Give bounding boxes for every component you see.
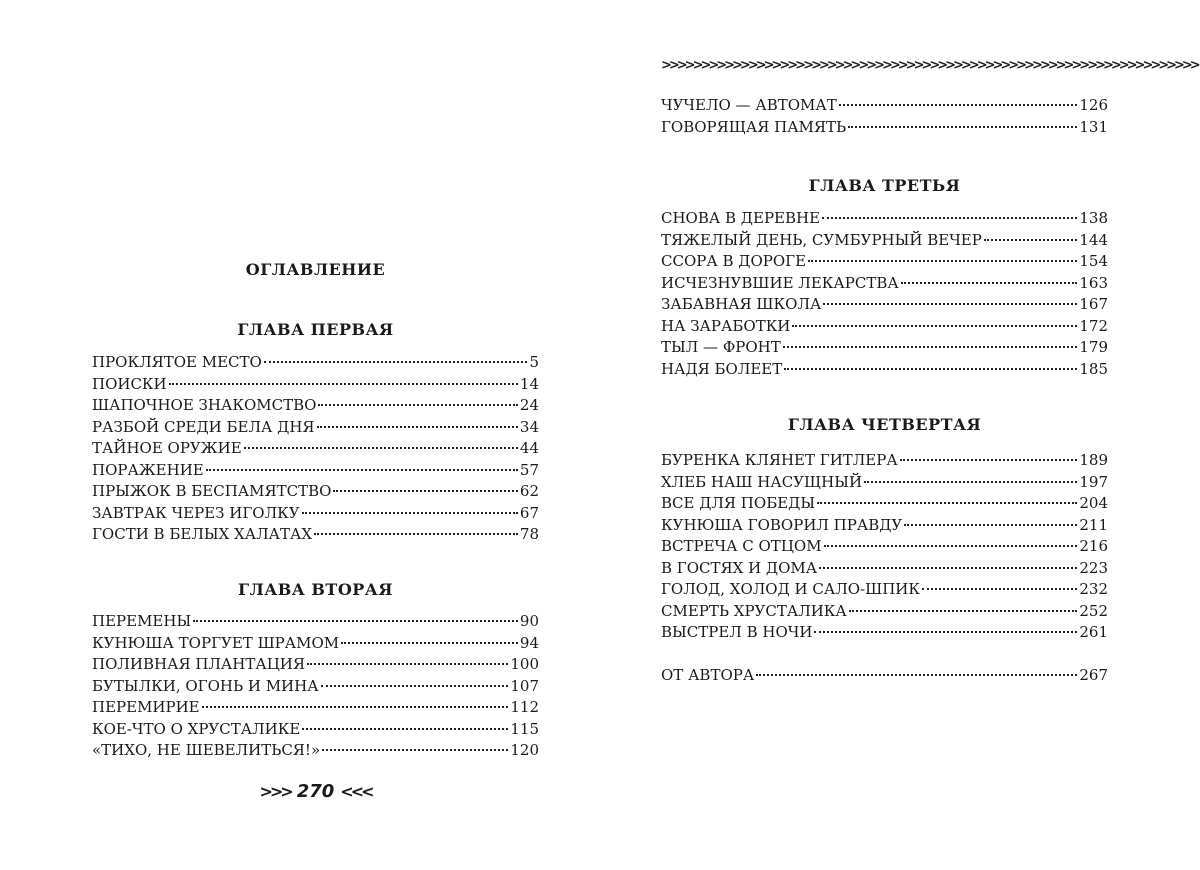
dot-leader [302, 728, 508, 730]
dot-leader [322, 749, 508, 751]
dot-leader [193, 620, 518, 622]
dot-leader [792, 325, 1077, 327]
toc-entry [661, 450, 1108, 472]
toc-entry-title: ВСТРЕЧА С ОТЦОМ [661, 537, 822, 555]
toc-entry [661, 251, 1108, 273]
toc-entry [92, 633, 539, 655]
toc-entry [661, 294, 1108, 316]
toc-entry [92, 697, 539, 719]
toc-entry-page: 144 [1079, 230, 1108, 249]
toc-entry-page: 131 [1079, 117, 1108, 136]
dot-leader [984, 239, 1078, 241]
toc-entry-title: ИСЧЕЗНУВШИЕ ЛЕКАРСТВА [661, 273, 899, 292]
toc-entry-title: ОТ АВТОРА [661, 666, 755, 684]
toc-entry [661, 117, 1108, 139]
toc-entry [92, 417, 539, 439]
toc-entry-title: ВЫСТРЕЛ В НОЧИ [661, 623, 813, 641]
toc-entry-title: ЧУЧЕЛО — АВТОМАТ [661, 96, 837, 114]
toc-entry-page: 78 [519, 525, 539, 543]
toc-entry-title: ТЫЛ — ФРОНТ [661, 338, 781, 356]
chapter-heading-1: ГЛАВА ПЕРВАЯ [237, 320, 394, 339]
dot-leader [901, 282, 1078, 284]
toc-entry-title: СМЕРТЬ ХРУСТАЛИКА [661, 601, 847, 620]
toc-entry [92, 524, 539, 546]
toc-entry-title: ХЛЕБ НАШ НАСУЩНЫЙ [661, 472, 863, 491]
dot-leader [318, 404, 518, 406]
toc-entry [92, 503, 539, 525]
toc-entry-page: 211 [1079, 515, 1108, 534]
chapter-list-2 [92, 611, 539, 762]
toc-entry-title: В ГОСТЯХ И ДОМА [661, 558, 818, 577]
toc-entry [92, 438, 539, 460]
toc-entry-title: ШАПОЧНОЕ ЗНАКОМСТВО [92, 396, 317, 414]
toc-entry [661, 230, 1108, 252]
toc-entry-title: ПОРАЖЕНИЕ [92, 460, 204, 479]
toc-entry [661, 359, 1108, 381]
dot-leader [244, 447, 518, 449]
chapter-heading-2: ГЛАВА ВТОРАЯ [238, 580, 393, 599]
toc-entry-page: 267 [1079, 666, 1108, 684]
toc-entry [92, 719, 539, 741]
continued-list [661, 95, 1108, 138]
toc-entry-page: 252 [1079, 601, 1108, 620]
toc-entry-page: 138 [1079, 209, 1108, 227]
toc-entry-page: 232 [1079, 580, 1108, 598]
toc-entry-page: 44 [519, 439, 539, 457]
afterword-list [661, 665, 1108, 687]
dot-leader [756, 674, 1077, 676]
toc-entry-title: БУТЫЛКИ, ОГОНЬ И МИНА [92, 676, 319, 695]
toc-entry-title: ЗАВТРАК ЧЕРЕЗ ИГОЛКУ [92, 503, 300, 522]
dot-leader [314, 533, 518, 535]
dot-leader [849, 610, 1078, 612]
toc-entry-title: КОЕ-ЧТО О ХРУСТАЛИКЕ [92, 719, 301, 738]
toc-entry [661, 208, 1108, 230]
toc-entry [661, 536, 1108, 558]
toc-entry [661, 337, 1108, 359]
toc-entry-page: 154 [1079, 252, 1108, 270]
page-number [92, 781, 539, 802]
toc-entry-title: КУНЮША ГОВОРИЛ ПРАВДУ [661, 515, 903, 534]
dot-leader [333, 490, 517, 492]
dot-leader [822, 217, 1077, 219]
toc-entry [92, 395, 539, 417]
dot-leader [848, 126, 1077, 128]
dot-leader [317, 426, 518, 428]
toc-entry-title: ГОСТИ В БЕЛЫХ ХАЛАТАХ [92, 525, 313, 543]
toc-entry-page: 57 [519, 460, 539, 479]
dot-leader [864, 481, 1077, 483]
toc-entry-page: 90 [519, 612, 539, 630]
toc-entry-title: БУРЕНКА КЛЯНЕТ ГИТЛЕРА [661, 451, 898, 469]
toc-entry [661, 95, 1108, 117]
dot-leader [264, 361, 528, 363]
dot-leader [814, 631, 1077, 633]
chapter-list-3 [661, 208, 1108, 380]
toc-entry-page: 115 [510, 719, 539, 738]
dot-leader [900, 459, 1078, 461]
dot-leader [904, 524, 1077, 526]
toc-entry [92, 654, 539, 676]
toc-entry [92, 374, 539, 396]
dot-leader [321, 685, 509, 687]
toc-entry-page: 107 [510, 676, 539, 695]
toc-entry [661, 579, 1108, 601]
toc-entry-title: ВСЕ ДЛЯ ПОБЕДЫ [661, 494, 816, 512]
dot-leader [783, 346, 1078, 348]
toc-entry [661, 558, 1108, 580]
toc-entry [661, 493, 1108, 515]
chapter-list-4 [661, 450, 1108, 644]
dot-leader [169, 383, 518, 385]
toc-entry [92, 481, 539, 503]
toc-entry-page: 24 [519, 396, 539, 414]
toc-title: ОГЛАВЛЕНИЕ [245, 260, 386, 279]
toc-entry-page: 112 [510, 698, 539, 716]
dot-leader [202, 706, 509, 708]
toc-entry-title: СНОВА В ДЕРЕВНЕ [661, 209, 821, 227]
toc-entry [661, 273, 1108, 295]
toc-entry [661, 472, 1108, 494]
toc-entry-page: 167 [1079, 295, 1108, 313]
toc-entry-title: НА ЗАРАБОТКИ [661, 316, 791, 335]
toc-entry-page: 67 [519, 503, 539, 522]
toc-entry-title: ГОВОРЯЩАЯ ПАМЯТЬ [661, 117, 847, 136]
toc-entry-page: 34 [519, 417, 539, 436]
dot-leader [839, 104, 1078, 106]
toc-entry [92, 611, 539, 633]
toc-entry-title: «ТИХО, НЕ ШЕВЕЛИТЬСЯ!» [92, 741, 321, 759]
toc-entry-page: 100 [510, 655, 539, 673]
toc-entry [661, 665, 1108, 687]
chapter-heading-4: ГЛАВА ЧЕТВЕРТАЯ [787, 415, 982, 434]
dot-leader [808, 260, 1077, 262]
toc-entry-page: 179 [1079, 338, 1108, 356]
toc-entry [92, 352, 539, 374]
toc-entry-page: 120 [510, 741, 539, 759]
toc-entry-page: 172 [1079, 316, 1108, 335]
dot-leader [784, 368, 1077, 370]
toc-entry-page: 163 [1079, 273, 1108, 292]
running-head-ornament: >>>>>>>>>>>>>>>>>>>>>>>>>>>>>>>>>>>>>>>>>>>>>>>>>>>>>>>>>>>>>>>>>>>> [661, 58, 1198, 73]
toc-entry-page: 126 [1079, 96, 1108, 114]
page-number-value: 270 [296, 781, 335, 802]
toc-entry [661, 601, 1108, 623]
chapter-heading-3: ГЛАВА ТРЕТЬЯ [808, 176, 961, 195]
toc-entry-page: 62 [519, 482, 539, 500]
dot-leader [824, 545, 1078, 547]
dot-leader [307, 663, 508, 665]
toc-entry-title: ГОЛОД, ХОЛОД И САЛО-ШПИК [661, 580, 920, 598]
toc-entry-title: ССОРА В ДОРОГЕ [661, 252, 807, 270]
toc-entry-title: ТЯЖЕЛЫЙ ДЕНЬ, СУМБУРНЫЙ ВЕЧЕР [661, 230, 982, 249]
toc-entry [661, 622, 1108, 644]
toc-entry [92, 676, 539, 698]
toc-entry-page: 204 [1079, 494, 1108, 512]
dot-leader [823, 303, 1077, 305]
toc-entry-title: КУНЮША ТОРГУЕТ ШРАМОМ [92, 633, 340, 652]
toc-entry-title: ПОЛИВНАЯ ПЛАНТАЦИЯ [92, 655, 306, 673]
toc-entry-title: ТАЙНОЕ ОРУЖИЕ [92, 439, 242, 457]
toc-entry-title: ПЕРЕМИРИЕ [92, 698, 200, 716]
toc-entry-page: 216 [1079, 537, 1108, 555]
folio-ornament-right: <<< [340, 782, 372, 801]
toc-entry [92, 460, 539, 482]
dot-leader [341, 642, 518, 644]
toc-entry-title: ПЕРЕМЕНЫ [92, 612, 192, 630]
toc-entry-page: 223 [1079, 558, 1108, 577]
chapter-list-1 [92, 352, 539, 546]
toc-entry-page: 189 [1079, 451, 1108, 469]
toc-entry [661, 515, 1108, 537]
toc-entry [661, 316, 1108, 338]
toc-entry-page: 14 [519, 374, 539, 393]
dot-leader [817, 502, 1077, 504]
toc-entry-title: ПРОКЛЯТОЕ МЕСТО [92, 353, 262, 371]
toc-entry-page: 197 [1079, 472, 1108, 491]
dot-leader [819, 567, 1077, 569]
dot-leader [922, 588, 1077, 590]
folio-ornament-left: >>> [259, 782, 291, 801]
toc-entry-title: ЗАБАВНАЯ ШКОЛА [661, 295, 822, 313]
toc-entry-title: НАДЯ БОЛЕЕТ [661, 359, 783, 378]
toc-entry-title: ПОИСКИ [92, 374, 167, 393]
dot-leader [302, 512, 518, 514]
toc-entry [92, 740, 539, 762]
toc-entry-page: 5 [529, 353, 539, 371]
toc-entry-page: 185 [1079, 359, 1108, 378]
toc-entry-page: 94 [519, 633, 539, 652]
toc-entry-title: ПРЫЖОК В БЕСПАМЯТСТВО [92, 482, 332, 500]
toc-entry-title: РАЗБОЙ СРЕДИ БЕЛА ДНЯ [92, 417, 315, 436]
dot-leader [206, 469, 518, 471]
toc-entry-page: 261 [1079, 623, 1108, 641]
